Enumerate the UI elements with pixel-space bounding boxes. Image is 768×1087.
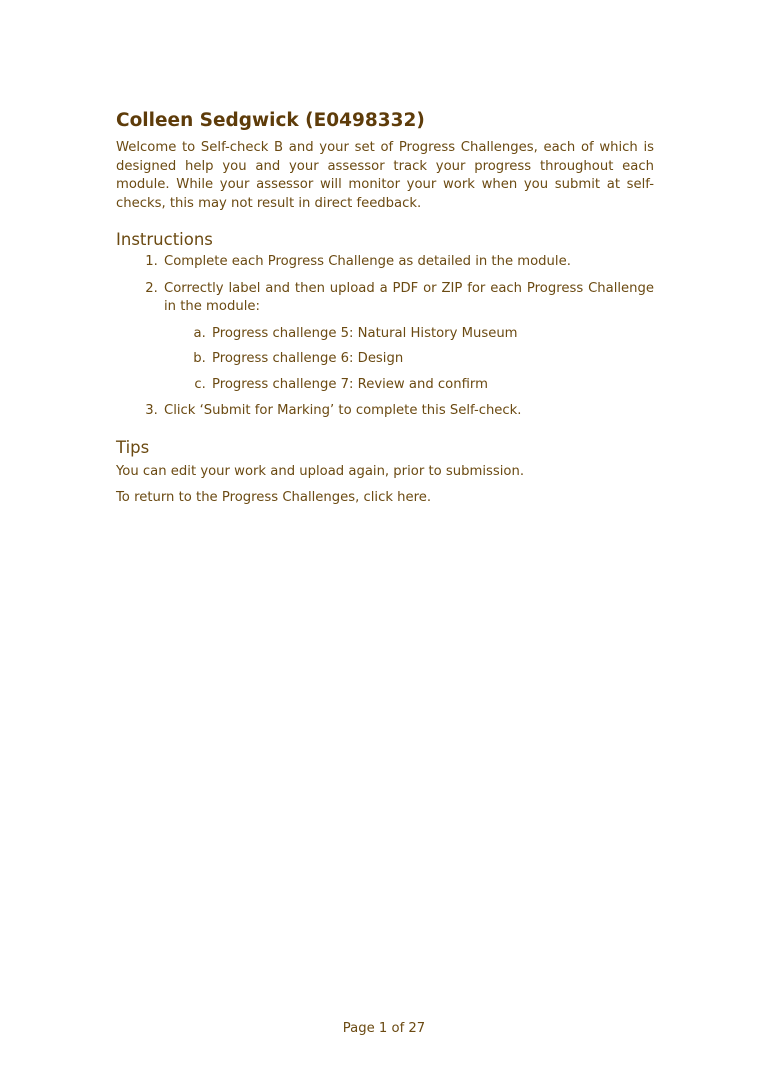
instruction-step-text: Click ‘Submit for Marking’ to complete this Self-check. — [164, 403, 522, 418]
progress-challenge-text: Progress challenge 5: Natural History Museum — [212, 325, 518, 341]
document-page — [116, 108, 654, 516]
document-title: Colleen Sedgwick (E0498332) — [116, 110, 425, 131]
progress-challenge-item — [210, 350, 654, 369]
tips-heading: Tips — [116, 437, 150, 457]
progress-challenge-list — [164, 325, 654, 395]
intro-paragraph: Welcome to Self-check B and your set of Progress Challenges, each of which is designed help you and your assessor track your progress throughout each module. While your assessor will monitor your work when you submit at self-checks, this may not result in direct feedback. — [116, 140, 654, 211]
progress-challenge-text: Progress challenge 6: Design — [212, 351, 404, 366]
instruction-step-text: Correctly label and then upload a PDF or ZIP for each Progress Challenge in the module: — [164, 280, 654, 314]
progress-challenge-item — [210, 325, 654, 344]
instruction-step — [162, 280, 654, 395]
page-number: Page 1 of 27 — [342, 1021, 426, 1036]
instruction-step-text: Complete each Progress Challenge as detailed in the module. — [164, 254, 571, 269]
tip-text: You can edit your work and upload again, prior to submission. — [116, 463, 525, 479]
instruction-step — [162, 253, 654, 272]
progress-challenge-item — [210, 376, 654, 395]
tip-link-text[interactable]: To return to the Progress Challenges, click here. — [116, 490, 432, 505]
instructions-heading: Instructions — [116, 230, 213, 249]
instructions-list — [116, 253, 654, 421]
progress-challenge-text: Progress challenge 7: Review and confirm — [212, 376, 488, 392]
instruction-step — [162, 402, 654, 421]
